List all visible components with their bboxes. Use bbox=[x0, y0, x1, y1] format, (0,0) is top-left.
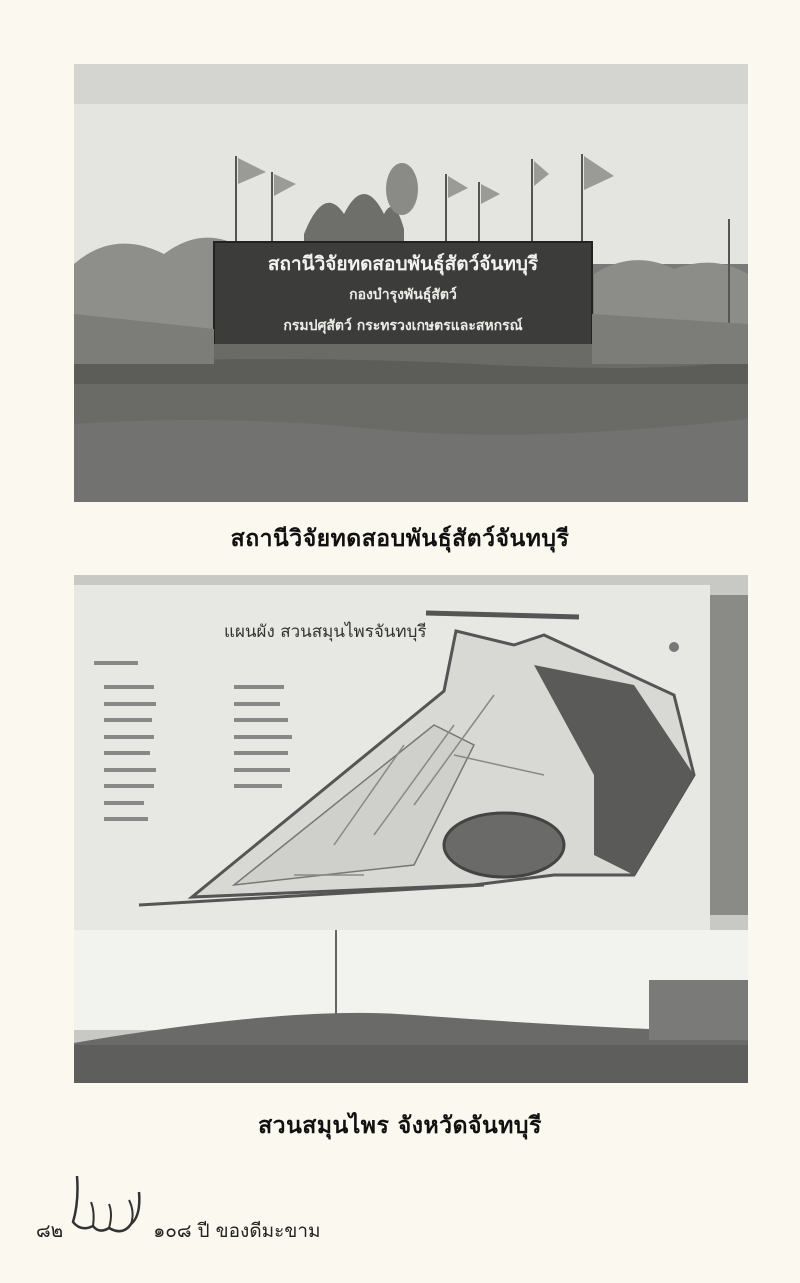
tamarind-logo-icon bbox=[69, 1172, 149, 1242]
page-number: ๘๒ bbox=[36, 1220, 64, 1242]
book-title: ๑๐๘ ปี ของดีมะขาม bbox=[153, 1220, 321, 1242]
map-title: แผนผัง สวนสมุนไพรจันทบุรี bbox=[224, 622, 427, 642]
herb-garden-map-image bbox=[74, 575, 748, 1083]
sign-line-2: กองบำรุงพันธุ์สัตว์ bbox=[349, 287, 457, 303]
photo-research-station bbox=[74, 64, 748, 502]
photo-herb-garden-map bbox=[74, 575, 748, 1083]
caption-herb-garden: สวนสมุนไพร จังหวัดจันทบุรี bbox=[258, 1113, 542, 1139]
research-station-image bbox=[74, 64, 748, 502]
sign-line-3: กรมปศุสัตว์ กระทรวงเกษตรและสหกรณ์ bbox=[283, 318, 523, 334]
page-footer bbox=[36, 1216, 321, 1246]
sign-line-1: สถานีวิจัยทดสอบพันธุ์สัตว์จันทบุรี bbox=[267, 253, 539, 275]
caption-research-station: สถานีวิจัยทดสอบพันธุ์สัตว์จันทบุรี bbox=[230, 526, 570, 552]
